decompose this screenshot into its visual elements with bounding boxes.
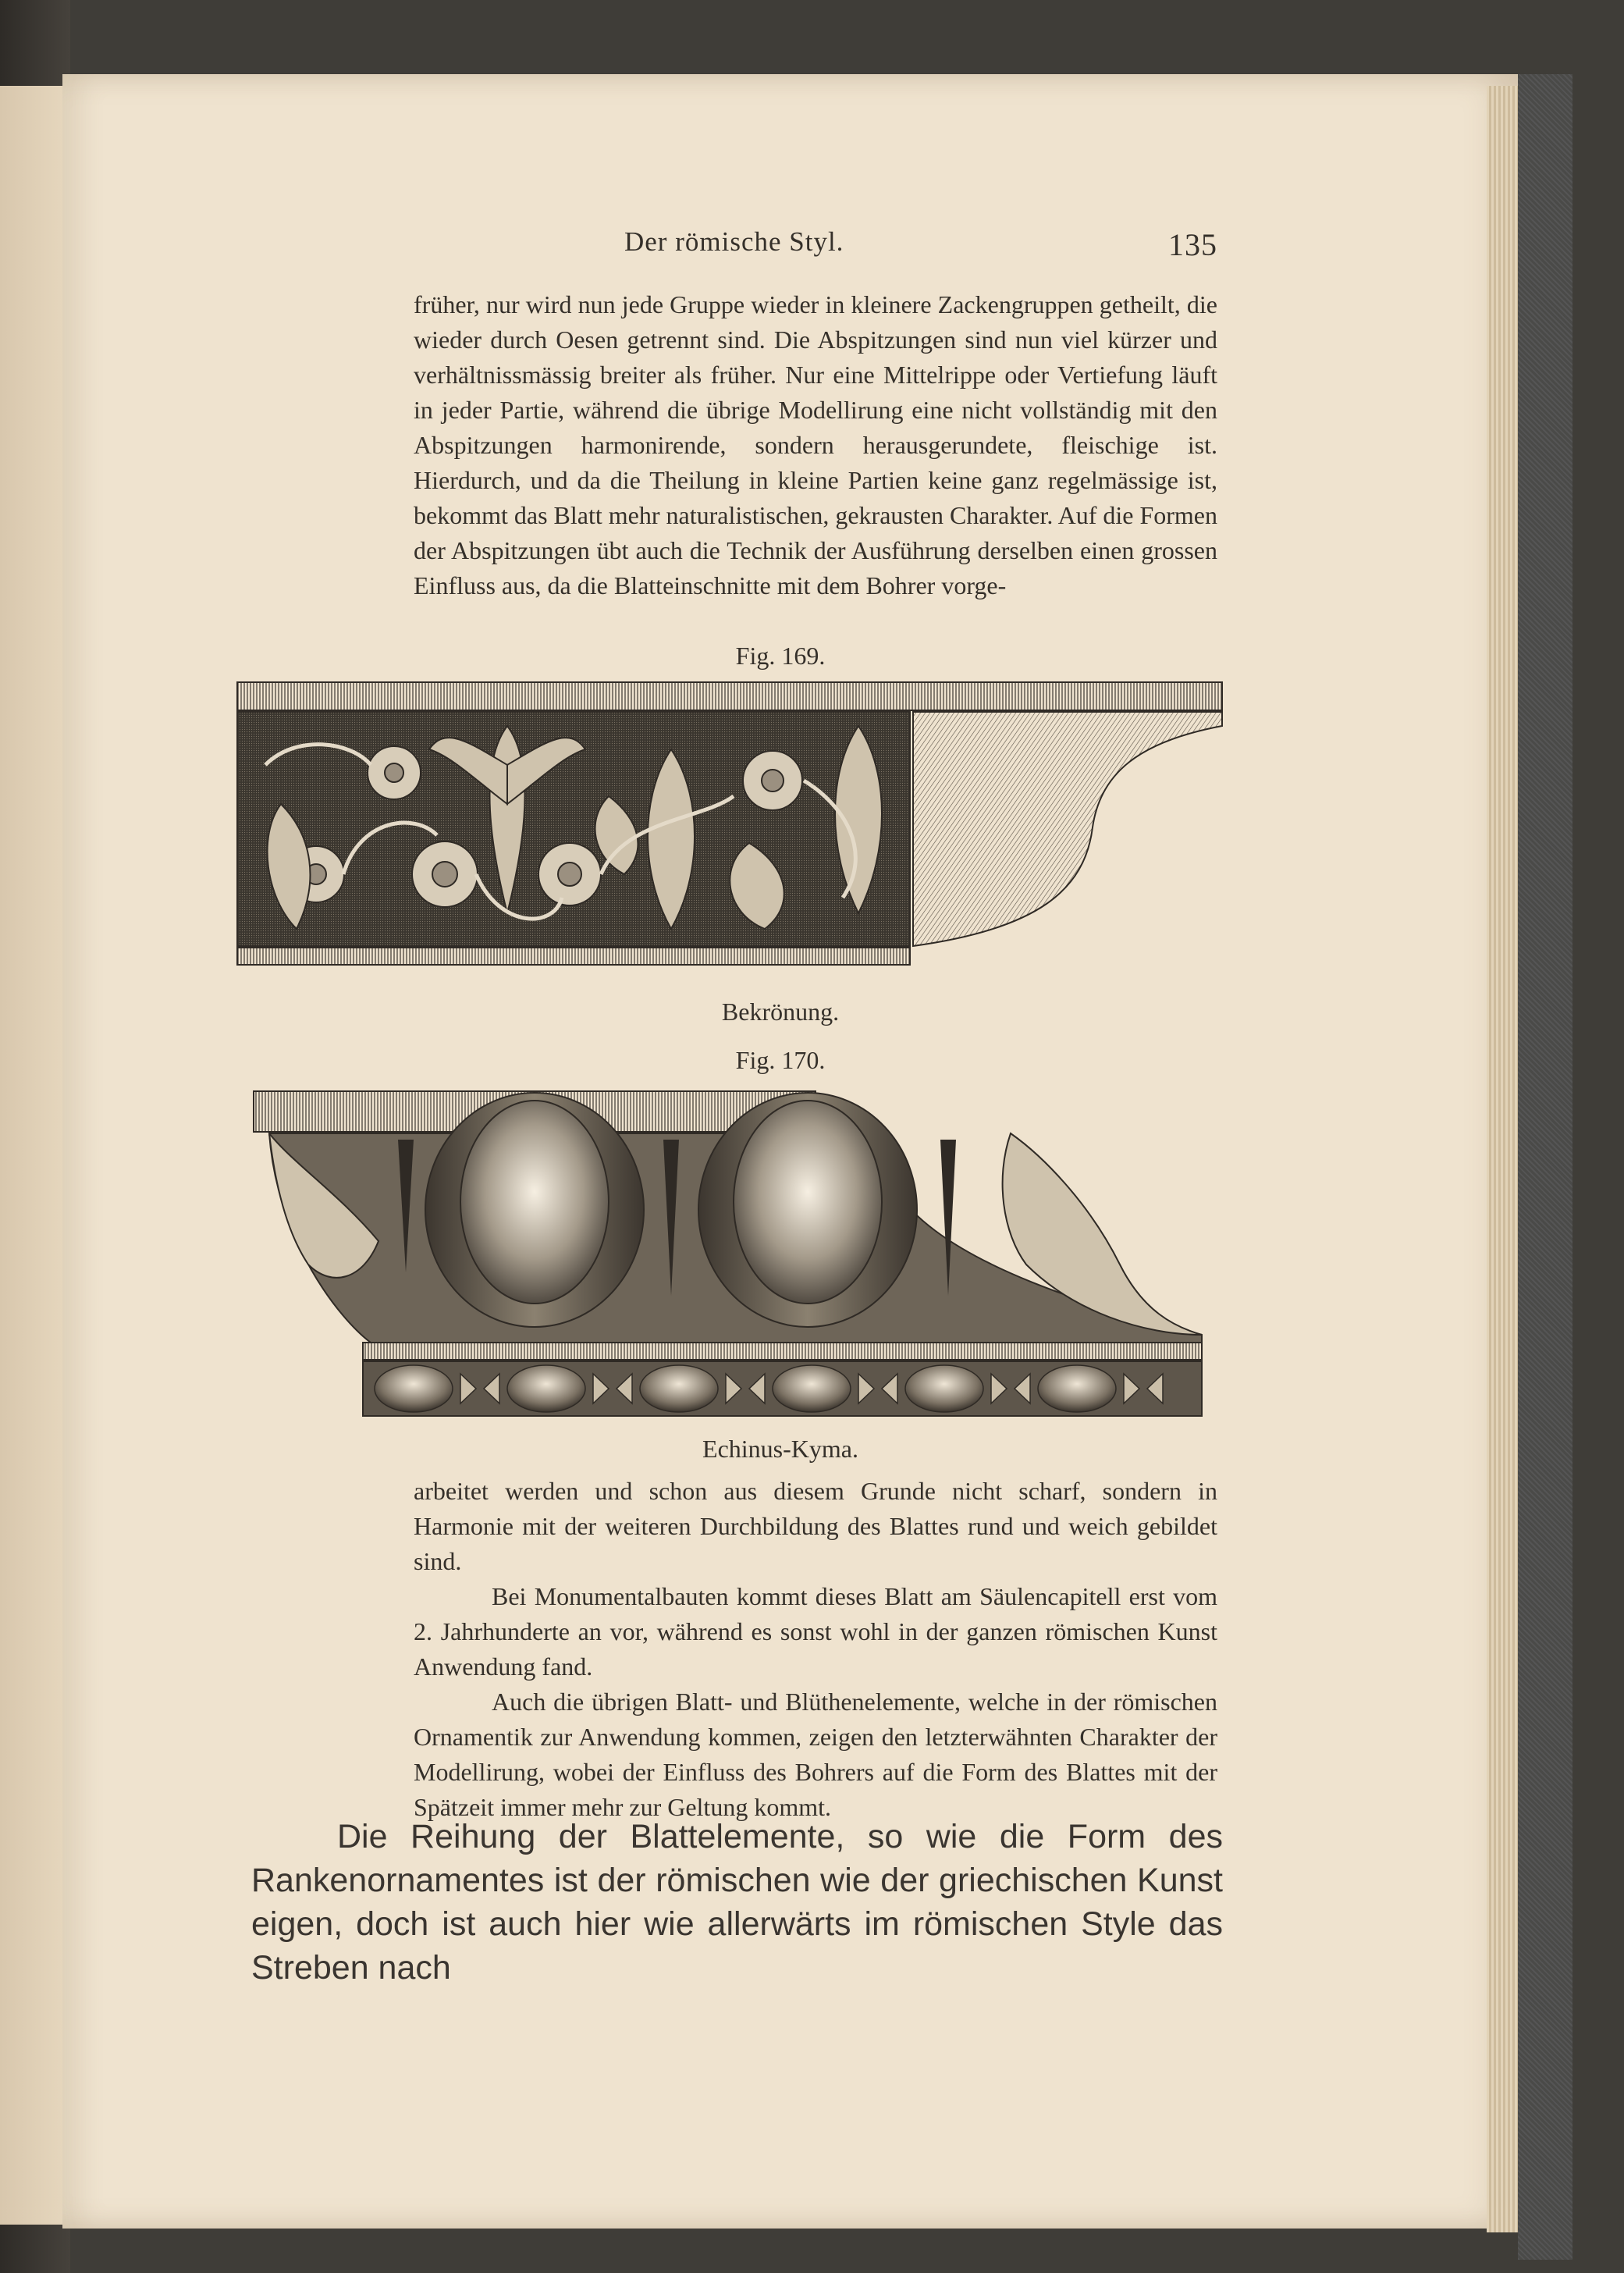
paragraph-middle-3: Auch die übrigen Blatt- und Blüthenelemente, welche in der römischen Ornamentik zur Anwendung kommen, zeigen den letzterwähnten Charakter der Modellirung, wobei der Einfluss des Bohrers auf die Form des Blattes mit der Spätzeit immer mehr zur Geltung kommt.: [414, 1688, 1217, 1821]
paragraph-middle-1: arbeitet werden und schon aus diesem Grunde nicht scharf, sondern in Harmonie mit der weiteren Durchbildung des Blattes rund und weich gebildet sind.: [414, 1477, 1217, 1575]
paragraph-middle: [414, 1474, 1217, 1825]
header-title: Der römische Styl.: [624, 226, 844, 257]
previous-page-edge: [0, 86, 72, 2225]
fig-169-caption: Bekrönung.: [721, 998, 840, 1026]
paragraph-large-text: Die Reihung der Blattelemente, so wie die Form des Rankenornamentes ist der römischen wie der griechischen Kunst eigen, doch ist auch hier wie allerwärts im römischen Style das Streben nach: [251, 1818, 1223, 1987]
page-number: 135: [1168, 227, 1217, 262]
paragraph-top-text: früher, nur wird nun jede Gruppe wieder in kleinere Zackengruppen getheilt, die wieder durch Oesen getrennt sind. Die Abspitzungen sind nun viel kürzer und verhältnissmässig breiter als früher. Nur eine Mittelrippe oder Vertiefung läuft in jeder Partie, während die übrige Modellirung eine nicht vollständig mit den Abspitzungen harmonirende, sondern herausgerundete, fleischige ist. Hierdurch, und da die Theilung in kleine Partien keine ganz regelmässige ist, bekommt das Blatt mehr naturalistischen, gekrausten Charakter. Auf die Formen der Abspitzungen übt auch die Technik der Ausführung derselben einen grossen Einfluss aus, da die Blatteinschnitte mit dem Bohrer vorge-: [414, 290, 1217, 599]
book-cover-right: [1518, 74, 1572, 2260]
fig-169-label: Fig. 169.: [735, 642, 826, 670]
fig-170-label: Fig. 170.: [735, 1046, 826, 1074]
fig-170-caption: Echinus-Kyma.: [702, 1435, 858, 1463]
fig-170-echinus-illustration: [246, 1085, 1221, 1436]
paragraph-large: [251, 1815, 1223, 1990]
fig-169-frieze-illustration: [234, 679, 1225, 991]
paragraph-top: [414, 287, 1217, 603]
page-fore-edge: [1487, 86, 1518, 2232]
paragraph-middle-2: Bei Monumentalbauten kommt dieses Blatt am Säulencapitell erst vom 2. Jahrhunderte an vor, während es sonst wohl in der ganzen römischen Kunst Anwendung fand.: [414, 1582, 1217, 1681]
